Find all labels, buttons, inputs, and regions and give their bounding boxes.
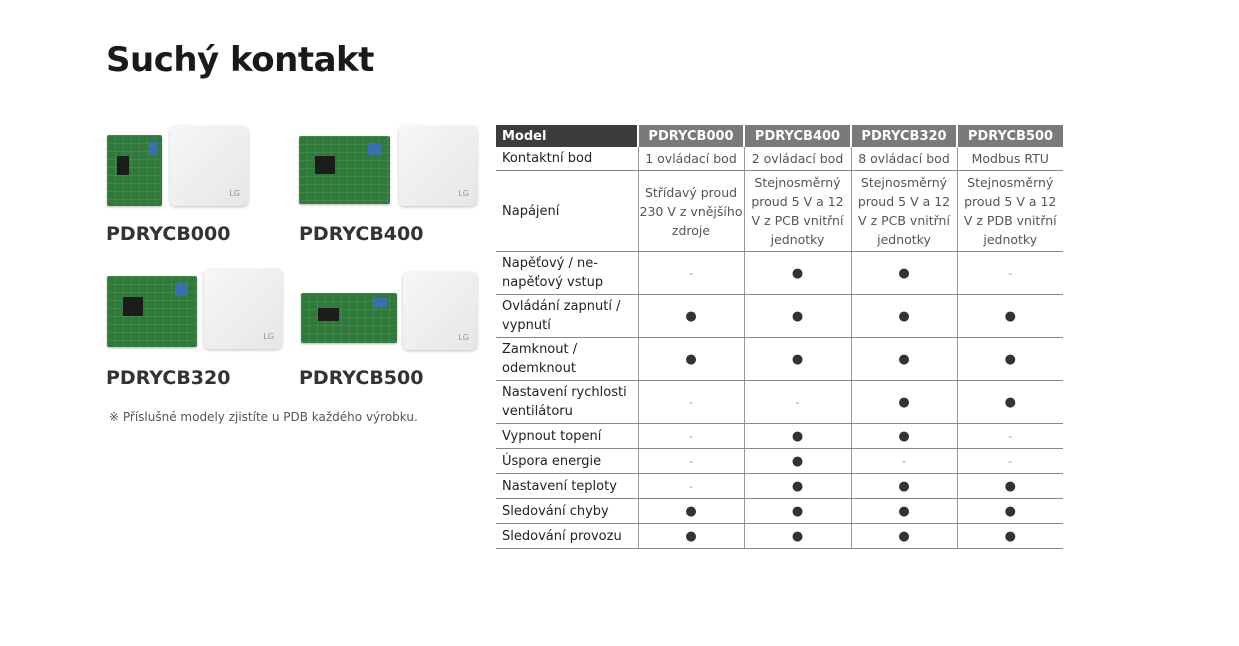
supported-dot-icon: ●	[685, 529, 697, 544]
supported-dot-icon: ●	[898, 504, 910, 519]
not-supported-dash: -	[902, 455, 906, 468]
feature-cell	[638, 424, 744, 449]
row-label: Napěťový / ne-napěťový vstup	[496, 252, 638, 295]
feature-cell	[957, 338, 1063, 381]
not-supported-dash: -	[1008, 455, 1013, 468]
feature-cell	[957, 499, 1063, 524]
supported-dot-icon: ●	[791, 266, 804, 281]
controller-image	[170, 126, 248, 206]
not-supported-dash: -	[689, 480, 693, 493]
feature-cell	[851, 449, 957, 474]
feature-cell	[957, 252, 1063, 295]
supported-dot-icon: ●	[791, 352, 804, 367]
supported-dot-icon: ●	[791, 504, 804, 519]
feature-cell	[957, 424, 1063, 449]
not-supported-dash: -	[689, 396, 693, 409]
feature-cell	[744, 499, 851, 524]
feature-cell	[957, 524, 1063, 549]
supported-dot-icon: ●	[898, 352, 910, 367]
supported-dot-icon: ●	[791, 454, 804, 469]
not-supported-dash: -	[795, 396, 800, 409]
product-name: PDRYCB400	[299, 223, 424, 245]
row-label: Zamknout / odemknout	[496, 338, 638, 381]
feature-cell	[851, 295, 957, 338]
feature-cell	[638, 252, 744, 295]
supported-dot-icon: ●	[898, 429, 910, 444]
table-cell	[851, 171, 957, 252]
supported-dot-icon: ●	[685, 352, 697, 367]
table-cell	[744, 171, 851, 252]
cell-text: Stejnosměrný proud 5 V a 12 V z PCB vnitřní jednotky	[857, 175, 951, 247]
cell-text: Stejnosměrný proud 5 V a 12 V z PCB vnitřní jednotky	[751, 175, 844, 247]
feature-cell	[744, 449, 851, 474]
table-row	[496, 499, 1063, 524]
feature-cell	[744, 524, 851, 549]
cell-text: 8 ovládací bod	[858, 151, 950, 166]
feature-cell	[744, 474, 851, 499]
product-name: PDRYCB500	[299, 367, 424, 389]
row-label: Sledování chyby	[496, 499, 638, 524]
header-cell: PDRYCB000	[638, 125, 744, 147]
table-row	[496, 424, 1063, 449]
table-row	[496, 295, 1063, 338]
supported-dot-icon: ●	[1004, 529, 1016, 544]
not-supported-dash: -	[689, 430, 693, 443]
supported-dot-icon: ●	[1004, 352, 1016, 367]
controller-image	[399, 126, 477, 206]
lg-logo: LG	[458, 333, 469, 342]
not-supported-dash: -	[689, 267, 693, 280]
feature-cell	[638, 499, 744, 524]
feature-cell	[851, 424, 957, 449]
header-model: Model	[496, 125, 638, 147]
feature-cell	[638, 474, 744, 499]
supported-dot-icon: ●	[1004, 309, 1016, 324]
lg-logo: LG	[229, 189, 240, 198]
page-title: Suchý kontakt	[106, 40, 374, 80]
supported-dot-icon: ●	[898, 479, 910, 494]
table-cell	[744, 147, 851, 171]
pcb-board-image	[107, 135, 162, 206]
supported-dot-icon: ●	[791, 429, 804, 444]
supported-dot-icon: ●	[1004, 504, 1016, 519]
feature-cell	[851, 474, 957, 499]
table-cell	[957, 147, 1063, 171]
feature-cell	[744, 424, 851, 449]
supported-dot-icon: ●	[685, 309, 697, 324]
table-cell	[638, 147, 744, 171]
cell-text: Stejnosměrný proud 5 V a 12 V z PDB vnitřní jednotky	[963, 175, 1057, 247]
row-label: Napájení	[496, 171, 638, 252]
header-cell: PDRYCB400	[744, 125, 851, 147]
cell-text: Střídavý proud 230 V z vnějšího zdroje	[639, 184, 743, 238]
feature-cell	[744, 295, 851, 338]
feature-cell	[851, 524, 957, 549]
feature-cell	[638, 338, 744, 381]
supported-dot-icon: ●	[791, 529, 804, 544]
feature-cell	[638, 524, 744, 549]
feature-cell	[957, 474, 1063, 499]
pcb-board-image	[299, 136, 390, 204]
row-label: Kontaktní bod	[496, 147, 638, 171]
table-row	[496, 252, 1063, 295]
product-name: PDRYCB320	[106, 367, 231, 389]
feature-cell	[744, 338, 851, 381]
controller-image	[204, 269, 282, 349]
supported-dot-icon: ●	[1004, 395, 1016, 410]
supported-dot-icon: ●	[898, 395, 910, 410]
feature-cell	[638, 295, 744, 338]
not-supported-dash: -	[1008, 267, 1013, 280]
supported-dot-icon: ●	[685, 504, 697, 519]
table-row	[496, 381, 1063, 424]
table-cell	[957, 171, 1063, 252]
table-row	[496, 171, 1063, 252]
row-label: Ovládání zapnutí / vypnutí	[496, 295, 638, 338]
cell-text: 1 ovládací bod	[645, 151, 737, 166]
row-label: Nastavení teploty	[496, 474, 638, 499]
row-label: Úspora energie	[496, 449, 638, 474]
lg-logo: LG	[458, 189, 469, 198]
not-supported-dash: -	[1008, 430, 1013, 443]
header-cell: PDRYCB500	[957, 125, 1063, 147]
row-label: Sledování provozu	[496, 524, 638, 549]
cell-text: 2 ovládací bod	[751, 151, 844, 166]
not-supported-dash: -	[689, 455, 693, 468]
controller-image	[403, 272, 477, 350]
feature-cell	[957, 449, 1063, 474]
pcb-board-image	[107, 276, 197, 347]
feature-cell	[744, 252, 851, 295]
pcb-board-image	[301, 293, 397, 343]
table-row	[496, 338, 1063, 381]
supported-dot-icon: ●	[1004, 479, 1016, 494]
feature-cell	[851, 381, 957, 424]
supported-dot-icon: ●	[898, 529, 910, 544]
header-cell: PDRYCB320	[851, 125, 957, 147]
table-row	[496, 449, 1063, 474]
supported-dot-icon: ●	[898, 309, 910, 324]
cell-text: Modbus RTU	[971, 151, 1049, 166]
supported-dot-icon: ●	[791, 479, 804, 494]
feature-cell	[744, 381, 851, 424]
feature-cell	[957, 295, 1063, 338]
comparison-table	[496, 125, 1063, 549]
row-label: Nastavení rychlosti ventilátoru	[496, 381, 638, 424]
feature-cell	[957, 381, 1063, 424]
table-row	[496, 147, 1063, 171]
table-row	[496, 474, 1063, 499]
feature-cell	[851, 338, 957, 381]
lg-logo: LG	[263, 332, 274, 341]
table-header-row	[496, 125, 1063, 147]
product-name: PDRYCB000	[106, 223, 231, 245]
table-cell	[638, 171, 744, 252]
supported-dot-icon: ●	[898, 266, 910, 281]
feature-cell	[638, 449, 744, 474]
feature-cell	[851, 499, 957, 524]
feature-cell	[851, 252, 957, 295]
table-cell	[851, 147, 957, 171]
feature-cell	[638, 381, 744, 424]
row-label: Vypnout topení	[496, 424, 638, 449]
supported-dot-icon: ●	[791, 309, 804, 324]
table-row	[496, 524, 1063, 549]
footnote: ※ Příslušné modely zjistíte u PDB každého výrobku.	[109, 410, 418, 424]
